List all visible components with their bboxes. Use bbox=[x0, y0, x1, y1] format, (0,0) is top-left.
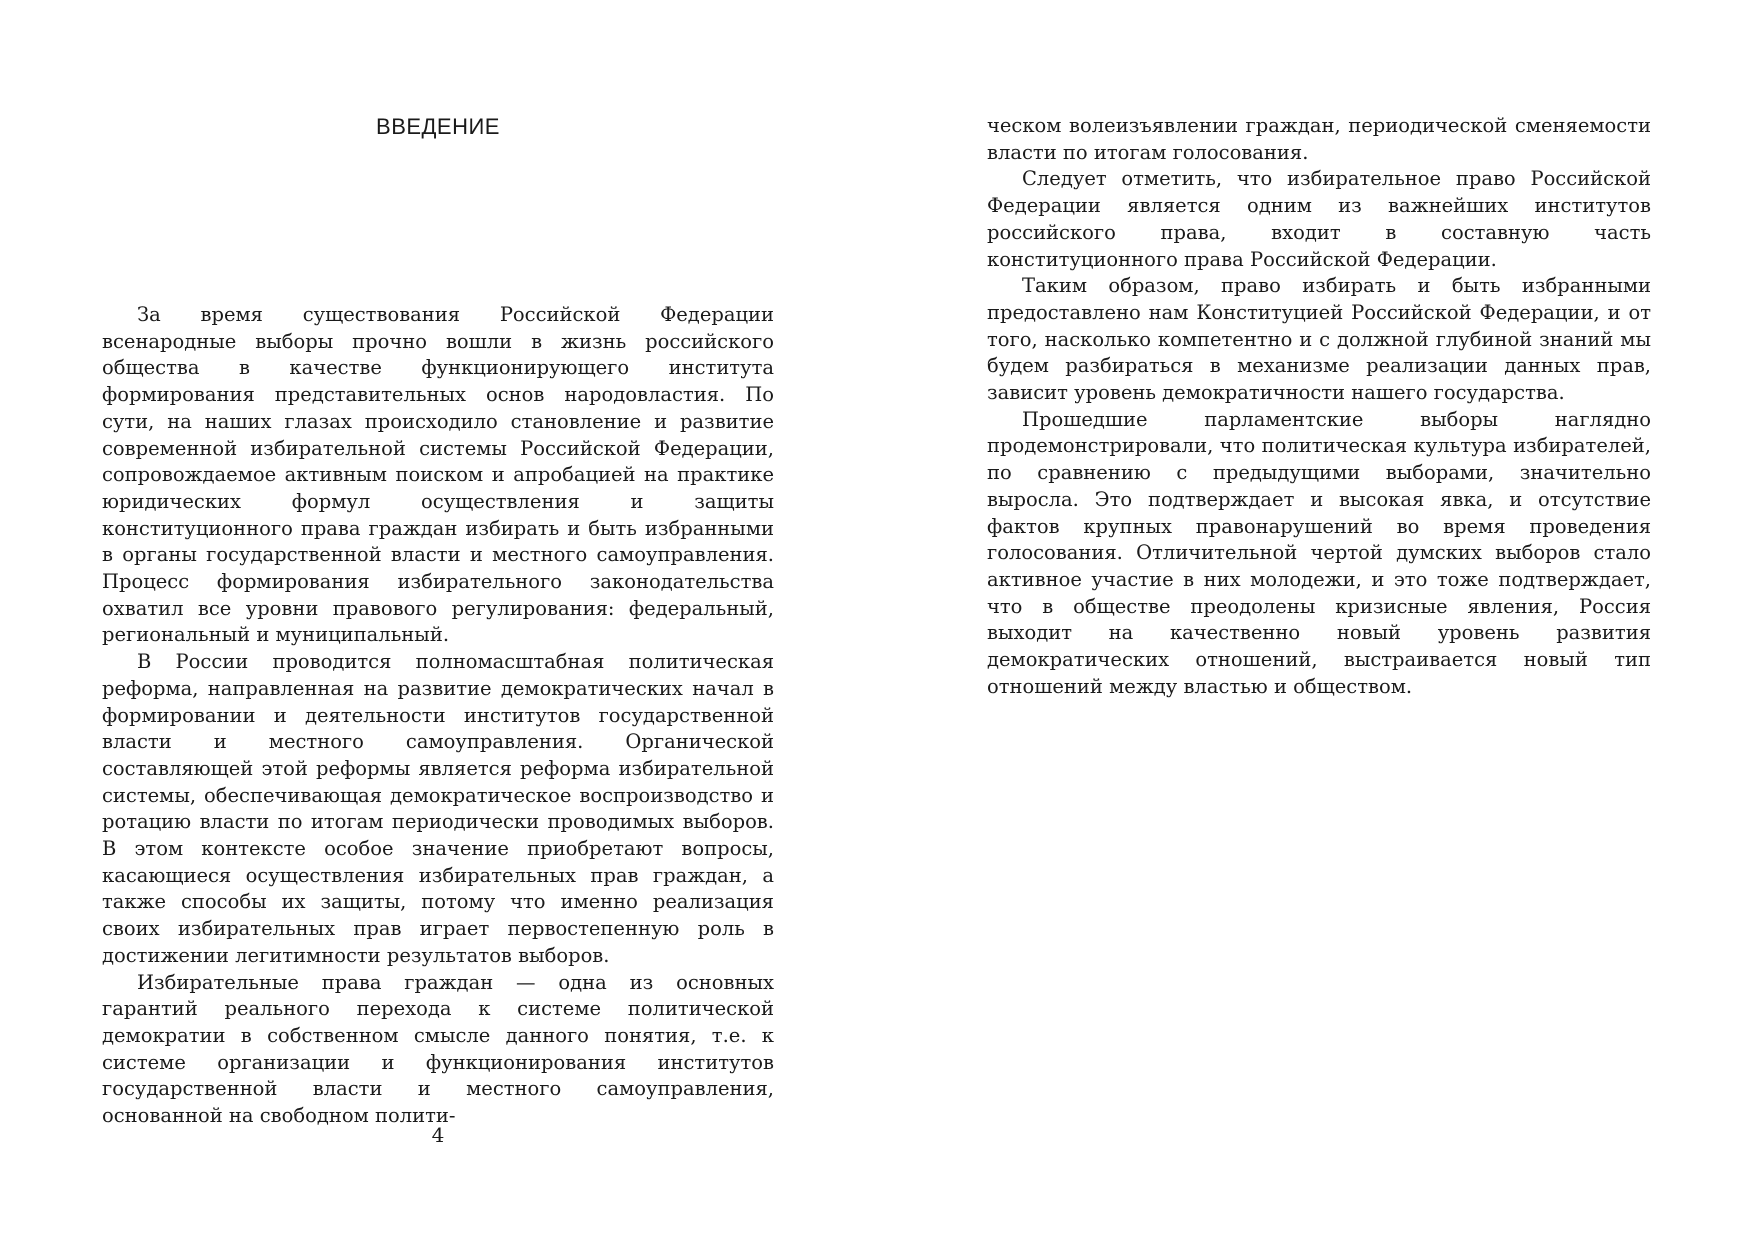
right-page-body bbox=[987, 113, 1651, 700]
paragraph-continuation: ческом волеизъявлении граждан, периодической сменяемости власти по итогам голосования. bbox=[987, 114, 1651, 164]
left-page bbox=[0, 0, 877, 1240]
chapter-heading: ВВЕДЕНИЕ bbox=[376, 114, 500, 139]
page-number: 4 bbox=[431, 1123, 445, 1147]
paragraph: За время существования Российской Федерации всенародные выборы прочно вошли в жизнь российского общества в качестве функционирующего института формирования представительных основ народовластия. По сути, на наших глазах происходило становление и развитие современной избирательной системы Российской Федерации, сопровождаемое активным поиском и апробацией на практике юридических формул осуществления и защиты конституционного права граждан избирать и быть избранными в органы государственной власти и местного самоуправления. Процесс формирования избирательного законодательства охватил все уровни правового регулирования: федеральный, региональный и муниципальный. bbox=[102, 303, 774, 647]
paragraph: Таким образом, право избирать и быть избранными предоставлено нам Конституцией Российской Федерации, и от того, насколько компетентно и с должной глубиной знаний мы будем разбираться в механизме реализации данных прав, зависит уровень демократичности нашего государства. bbox=[987, 274, 1651, 405]
paragraph: В России проводится полномасштабная политическая реформа, направленная на развитие демократических начал в формировании и деятельности институтов государственной власти и местного самоуправления. Органической составляющей этой реформы является реформа избирательной системы, обеспечивающая демократическое воспроизводство и ротацию власти по итогам периодически проводимых выборов. В этом контексте особое значение приобретают вопросы, касающиеся осуществления избирательных прав граждан, а также способы их защиты, потому что именно реализация своих избирательных прав играет первостепенную роль в достижении легитимности результатов выборов. bbox=[102, 650, 774, 967]
right-page bbox=[877, 0, 1755, 1240]
paragraph: Избирательные права граждан — одна из основных гарантий реального перехода к системе политической демократии в собственном смысле данного понятия, т.е. к системе организации и функционирования институтов государственной власти и местного самоуправления, основанной на свободном полити- bbox=[102, 970, 774, 1128]
paragraph: Следует отметить, что избирательное право Российской Федерации является одним из важнейших институтов российского права, входит в составную часть конституционного права Российской Федерации. bbox=[987, 167, 1651, 271]
left-page-body bbox=[102, 302, 774, 1130]
paragraph: Прошедшие парламентские выборы наглядно продемонстрировали, что политическая культура избирателей, по сравнению с предыдущими выборами, значительно выросла. Это подтверждает и высокая явка, и отсутствие фактов крупных правонарушений во время проведения голосования. Отличительной чертой думских выборов стало активное участие в них молодежи, и это тоже подтверждает, что в обществе преодолены кризисные явления, Россия выходит на качественно новый уровень развития демократических отношений, выстраивается новый тип отношений между властью и обществом. bbox=[987, 407, 1651, 698]
